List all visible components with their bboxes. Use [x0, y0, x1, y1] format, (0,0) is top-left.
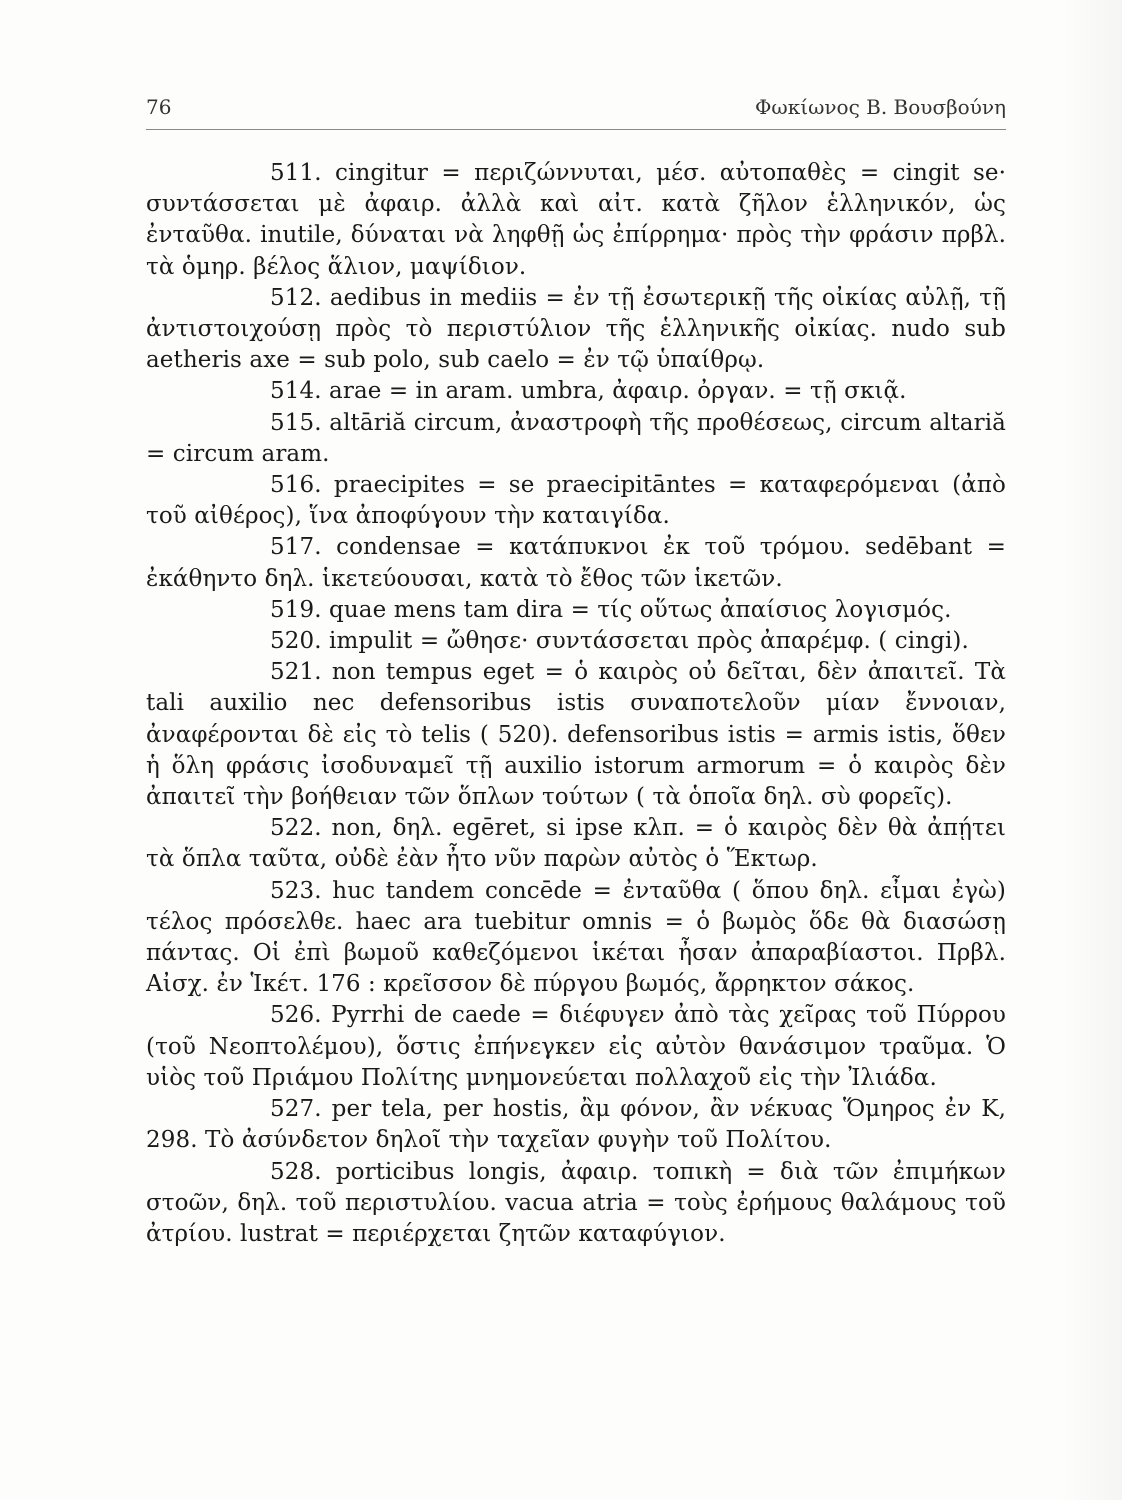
entry-text: cingitur = περιζώννυται, μέσ. αὐτοπαθὲς = cingit se· συντάσσεται μὲ ἀφαιρ. ἀλλὰ καὶ αἰτ. κατὰ ζῆλον ἑλληνικόν, ὡς ἐνταῦθα. inutile, δύναται νὰ ληφθῇ ὡς ἐπίρρημα· πρὸς τὴν φράσιν πρβλ. τὰ ὁμηρ. βέλος ἅλιον, μαψίδιον.	[146, 160, 1006, 280]
line-number: 515.	[270, 409, 322, 436]
commentary-entry	[146, 626, 1006, 657]
entry-text: arae = in aram. umbra, ἀφαιρ. ὀργαν. = τῇ σκιᾷ.	[329, 378, 907, 405]
entry-text: Pyrrhi de caede = διέφυγεν ἀπὸ τὰς χεῖρας τοῦ Πύρρου (τοῦ Νεοπτολέμου), ὅστις ἐπήνεγκεν εἰς αὐτὸν θανάσιμον τραῦμα. Ὁ υἱὸς τοῦ Πριάμου Πολίτης μνημονεύεται πολλαχοῦ εἰς τὴν Ἰλιάδα.	[146, 1002, 1006, 1091]
commentary-entry	[146, 532, 1006, 594]
commentary-entry	[146, 408, 1006, 470]
header-rule	[146, 129, 1006, 130]
line-number: 527.	[270, 1096, 322, 1123]
line-number: 520.	[270, 628, 322, 655]
commentary-entry	[146, 158, 1006, 283]
commentary-entry	[146, 1000, 1006, 1094]
line-number: 523.	[270, 877, 322, 904]
line-number: 511.	[270, 160, 322, 186]
commentary-entry	[146, 1157, 1006, 1251]
entry-text: altāriă circum, ἀναστροφὴ τῆς προθέσεως, circum altariă = circum aram.	[146, 409, 1006, 467]
entry-text: non tempus eget = ὁ καιρὸς οὐ δεῖται, δὲν ἀπαιτεῖ. Τὰ tali auxilio nec defensoribus istis συναποτελοῦν μίαν ἔννοιαν, ἀναφέρονται δὲ εἰς τὸ telis ( 520). defensoribus istis = armis istis, ὅθεν ἡ ὅλη φράσις ἰσοδυναμεῖ τῇ auxilio istorum armorum = ὁ καιρὸς δὲν ἀπαιτεῖ τὴν βοήθειαν τῶν ὅπλων τούτων ( τὰ ὁποῖα δηλ. σὺ φορεῖς).	[146, 659, 1006, 811]
commentary-entry	[146, 876, 1006, 1001]
commentary-entry	[146, 813, 1006, 875]
entry-text: porticibus longis, ἀφαιρ. τοπικὴ = διὰ τῶν ἐπιμήκων στοῶν, δηλ. τοῦ περιστυλίου. vacua atria = τοὺς ἐρήμους θαλάμους τοῦ ἀτρίου. lustrat = περιέρχεται ζητῶν καταφύγιον.	[146, 1158, 1006, 1247]
running-header	[146, 95, 1006, 119]
commentary-body	[146, 158, 1006, 1250]
entry-text: huc tandem concēde = ἐνταῦθα ( ὅπου δηλ. εἶμαι ἐγὼ) τέλος πρόσελθε. haec ara tuebitur omnis = ὁ βωμὸς ὅδε θὰ διασώσῃ πάντας. Οἱ ἐπὶ βωμοῦ καθεζόμενοι ἱκέται ἦσαν ἀπαραβίαστοι. Πρβλ. Αἰσχ. ἐν Ἱκέτ. 176 : κρεῖσσον δὲ πύργου βωμός, ἄρρηκτον σάκος.	[146, 877, 1006, 998]
entry-text: aedibus in mediis = ἐν τῇ ἐσωτερικῇ τῆς οἰκίας αὐλῇ, τῇ ἀντιστοιχούσῃ πρὸς τὸ περιστύλιον τῆς ἑλληνικῆς οἰκίας. nudo sub aetheris axe = sub polo, sub caelo = ἐν τῷ ὑπαίθρῳ.	[146, 284, 1006, 374]
line-number: 514.	[270, 378, 322, 405]
entry-text: praecipites = se praecipitāntes = καταφερόμεναι (ἀπὸ τοῦ αἰθέρος), ἵνα ἀποφύγουν τὴν καταιγίδα.	[146, 472, 1006, 530]
commentary-entry	[146, 470, 1006, 532]
entry-text: per tela, per hostis, ἂμ φόνον, ἂν νέκυας Ὅμηρος ἐν Κ, 298. Τὸ ἀσύνδετον δηλοῖ τὴν ταχεῖαν φυγὴν τοῦ Πολίτου.	[146, 1096, 1006, 1154]
line-number: 516.	[270, 472, 322, 499]
scan-edge-shading	[1062, 0, 1122, 1500]
line-number: 528.	[270, 1158, 322, 1185]
page-number: 76	[146, 95, 172, 119]
commentary-entry	[146, 283, 1006, 377]
running-title: Φωκίωνος Β. Βουσβούνη	[755, 95, 1006, 119]
line-number: 512.	[270, 284, 322, 311]
entry-text: quae mens tam dira = τίς οὕτως ἀπαίσιος λογισμός.	[329, 596, 952, 623]
line-number: 526.	[270, 1002, 322, 1029]
commentary-entry	[146, 376, 1006, 407]
line-number: 522.	[270, 815, 322, 842]
line-number: 521.	[270, 659, 322, 686]
commentary-entry	[146, 657, 1006, 813]
commentary-entry	[146, 595, 1006, 626]
entry-text: condensae = κατάπυκνοι ἐκ τοῦ τρόμου. sedēbant = ἐκάθηντο δηλ. ἱκετεύουσαι, κατὰ τὸ ἔθος τῶν ἱκετῶν.	[146, 534, 1006, 592]
line-number: 519.	[270, 596, 322, 623]
entry-text: impulit = ὤθησε· συντάσσεται πρὸς ἀπαρέμφ. ( cingi).	[329, 628, 969, 655]
commentary-entry	[146, 1094, 1006, 1156]
entry-text: non, δηλ. egēret, si ipse κλπ. = ὁ καιρὸς δὲν θὰ ἀπῄτει τὰ ὅπλα ταῦτα, οὐδὲ ἐὰν ἦτο νῦν παρὼν αὐτὸς ὁ Ἕκτωρ.	[146, 815, 1006, 873]
line-number: 517.	[270, 534, 322, 561]
